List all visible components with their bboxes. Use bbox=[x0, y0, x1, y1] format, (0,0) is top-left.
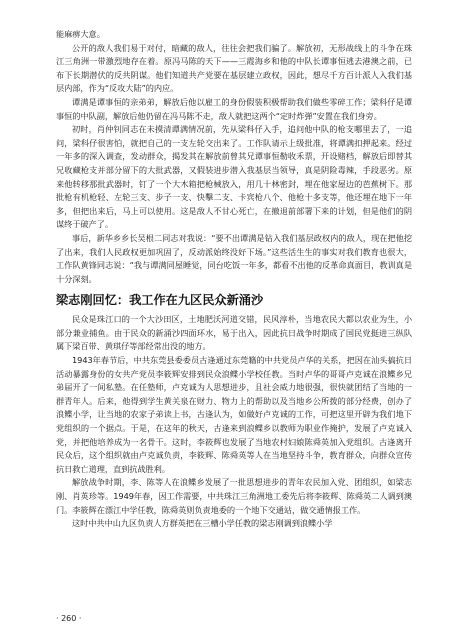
paragraph: 事后，新华乡乡长吴根二同志对我说：“要不出谭满是钻入我们基层政权内的敌人，现在把他挖了出来，我们人民政权更加巩固了，反动派始终没好下场。”这些活生生的事实对我们教育也很大，工作队黄锋同志说：“我与谭满同屋睡觉，同台吃饭一年多，都看不出他的反革命真面目，教训真是十分深刻。 bbox=[56, 232, 412, 284]
section-title: 梁志刚回忆：我工作在九区民众新涌沙 bbox=[56, 293, 264, 308]
opening-line: 能麻痹大意。 bbox=[56, 29, 105, 39]
paragraph: 民众是珠江口的一个大沙田区，土地肥沃河道交错，民风淳朴，当地农民大都以农业为生，小部分兼业捕鱼。由于民众的新涌沙四面环水，易于出入，因此抗日战争时期成了国民党挺进三纵队属下梁百带、黄琪仔等部经常出没的地方。 bbox=[56, 314, 412, 352]
paragraph: 这时中共中山九区负责人方群英把在三槽小学任教的梁志刚调到浪鲽小学 bbox=[72, 518, 333, 529]
page-number: · 260 · bbox=[56, 614, 82, 623]
paragraph: 初时，肖仲钊同志在未摸清谭满情况前，先从梁科仔入手，追问他中队的枪支哪里去了，一追问，梁科仔很害怕，就把自己的一支左轮交出来了。工作队请示上级批准，将谭满扣押起来。经过一年多的深入调查，发动群众，揭发其在解放前曾其兄谭事恒勒收禾票，开设赌档，解放后即替其兄收藏枪支并部分留下的大批武器，又假装进步潜入我基层当领导，真是阴险毒辣，手段恶劣。原来他转移那批武器时，钉了一个大木箱把枪械放入，用几十林密封，埋在他家屋边的芭蕉树下。那批枪有机枪轻、左轮三支、步子一支、快擊二支、卡宾枪八个、他枪十多支等，他还埋在地下一年多，但把出来后，马上可以使用。这是敌人不甘心死亡，在撤退前部署下来的计划，但是他们的阴谋终于破产了。 bbox=[56, 124, 412, 230]
paragraph: 1943年春节后，中共东莞县委委员古逢通过东莞籍的中共党员卢华的关系，把因在汕头搞抗日活动暴露身份的女共产党员李筱辉安排到民众浪鲽小学校任教。当时卢华的哥哥卢克诚在浪鲽乡兄弟届开了一间私塾。在任塾师，卢克诚为人思想进步，且社会威力地很强，很快就团结了当地的一群青年人。后来，他得到学生黄关泉在财力、物力上的帮助以及当地乡公所拨的部分经费，创办了浪鲽小学，让当地的农家子弟读上书，古逢认为，如做好卢克诚的工作，可把这里开辟为我们地下党组织的一个据点。于是，在这年的秋天，古逢来到浪鲽乡以教师为职业作掩护，发展了卢克诚入党，并把他培养成为一名骨干。这时，李筱辉也发展了当地农村妇娘陈舜英加入党组织。古逢离开民众后，这个组织就由卢克诚负责，李筱辉、陈舜英等人在当地坚持斗争，教育群众，向群众宣传抗日救亡道理，直到抗战胜利。 bbox=[56, 355, 412, 474]
paragraph: 谭满是谭事恒的亲弟弟，解放后他以雇工的身份假装积极帮助我们做些零碎工作；梁科仔是谭事恒的中队副，解放后他仍留在冯马陈不走，敌人就把这两个“定时炸弹”安置在我们身旁。 bbox=[56, 96, 412, 121]
document-page bbox=[56, 28, 412, 531]
paragraph: 解放战争时期，李、陈等人在浪鲽乡发展了一批思想进步的青年农民加入党、团组织，如梁志刚、肖英珍等。1949年春，因工作需要，中共珠江三角洲地工委先后将李筱辉、陈舜英二人调到澳门。李筱辉在漂江中学任教，陈舜英则负责地委的一个地下交通站，做交通情报工作。 bbox=[56, 477, 412, 515]
paragraph: 公开的敌人我们易于对付，暗藏的敌人，往往会把我们骗了。解放初，无形战线上的斗争在珠江三角洲一带激烈地存在着。原冯马陈的天下——三霞海乡和他的中队长谭事恒逃去港澳之前，已布下长期潜伏的反共阴谋。他们知道共产党要在基层建立政权，因此，想尽千方百计派人入我们基层内部，作为“反攻大陆”的内应。 bbox=[56, 42, 412, 94]
